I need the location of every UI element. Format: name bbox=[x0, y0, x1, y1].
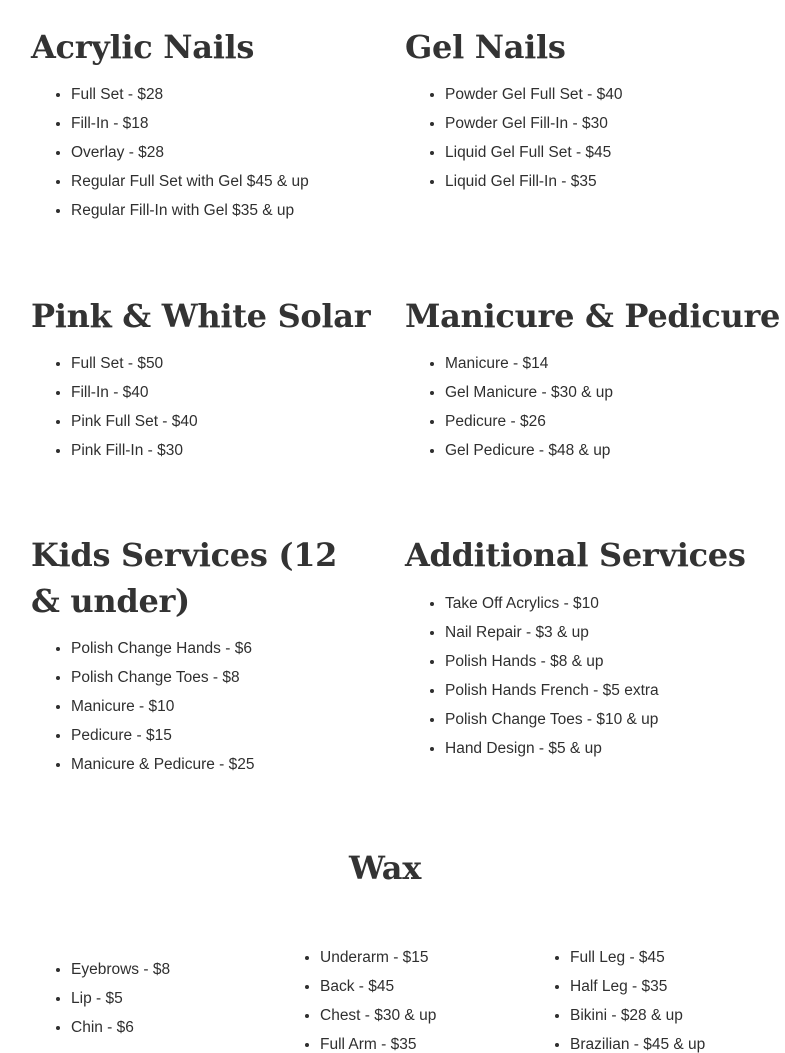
service-list-item: • Take Off Acrylics - $10 bbox=[445, 589, 659, 618]
service-list-item: • Regular Full Set with Gel $45 & up bbox=[71, 167, 309, 196]
service-list-item: • Eyebrows - $8 bbox=[71, 955, 170, 984]
service-list-item: • Pedicure - $15 bbox=[71, 721, 255, 750]
service-list-item: • Polish Hands - $8 & up bbox=[445, 647, 659, 676]
service-list-item: • Hand Design - $5 & up bbox=[445, 734, 659, 763]
service-list-item: • Overlay - $28 bbox=[71, 138, 309, 167]
pink-white-solar-list bbox=[31, 349, 198, 465]
service-list-item: • Bikini - $28 & up bbox=[570, 1001, 705, 1030]
gel-nails-heading: Gel Nails bbox=[405, 28, 566, 66]
service-list-item: • Pedicure - $26 bbox=[445, 407, 613, 436]
service-list-item: • Lip - $5 bbox=[71, 984, 170, 1013]
service-list-item: • Pink Full Set - $40 bbox=[71, 407, 198, 436]
service-list-item: • Nail Repair - $3 & up bbox=[445, 618, 659, 647]
additional-services-list bbox=[405, 589, 659, 763]
service-list-item: • Manicure - $14 bbox=[445, 349, 613, 378]
service-list-item: • Manicure & Pedicure - $25 bbox=[71, 750, 255, 779]
service-list-item: • Regular Fill-In with Gel $35 & up bbox=[71, 196, 309, 225]
service-list-item: • Polish Change Hands - $6 bbox=[71, 634, 255, 663]
acrylic-nails-heading: Acrylic Nails bbox=[31, 28, 255, 66]
service-list-item: • Brazilian - $45 & up bbox=[570, 1030, 705, 1053]
additional-services-heading: Additional Services bbox=[405, 536, 746, 574]
service-list-item: • Gel Pedicure - $48 & up bbox=[445, 436, 613, 465]
service-list-item: • Full Set - $50 bbox=[71, 349, 198, 378]
wax-list-column-3 bbox=[530, 943, 705, 1053]
service-list-item: • Powder Gel Fill-In - $30 bbox=[445, 109, 622, 138]
service-list-item: • Fill-In - $18 bbox=[71, 109, 309, 138]
kids-services-list bbox=[31, 634, 255, 779]
wax-list-column-2 bbox=[280, 943, 436, 1053]
kids-services-heading: Kids Services (12 & under) bbox=[31, 536, 338, 620]
service-list-item: • Full Leg - $45 bbox=[570, 943, 705, 972]
gel-nails-list bbox=[405, 80, 622, 196]
service-list-item: • Fill-In - $40 bbox=[71, 378, 198, 407]
service-list-item: • Polish Change Toes - $8 bbox=[71, 663, 255, 692]
service-list-item: • Full Arm - $35 bbox=[320, 1030, 436, 1053]
service-list-item: • Liquid Gel Full Set - $45 bbox=[445, 138, 622, 167]
service-list-item: • Liquid Gel Fill-In - $35 bbox=[445, 167, 622, 196]
wax-list-column-1 bbox=[31, 955, 170, 1042]
service-list-item: • Chest - $30 & up bbox=[320, 1001, 436, 1030]
service-list-item: • Half Leg - $35 bbox=[570, 972, 705, 1001]
service-list-item: • Gel Manicure - $30 & up bbox=[445, 378, 613, 407]
service-list-item: • Pink Fill-In - $30 bbox=[71, 436, 198, 465]
service-list-item: • Manicure - $10 bbox=[71, 692, 255, 721]
service-list-item: • Powder Gel Full Set - $40 bbox=[445, 80, 622, 109]
service-list-item: • Back - $45 bbox=[320, 972, 436, 1001]
service-list-item: • Underarm - $15 bbox=[320, 943, 436, 972]
service-list-item: • Polish Hands French - $5 extra bbox=[445, 676, 659, 705]
service-list-item: • Full Set - $28 bbox=[71, 80, 309, 109]
manicure-pedicure-heading: Manicure & Pedicure bbox=[405, 297, 781, 335]
service-list-item: • Polish Change Toes - $10 & up bbox=[445, 705, 659, 734]
pink-white-solar-heading: Pink & White Solar bbox=[31, 297, 371, 335]
acrylic-nails-list bbox=[31, 80, 309, 225]
manicure-pedicure-list bbox=[405, 349, 613, 465]
wax-heading: Wax bbox=[348, 849, 422, 887]
service-list-item: • Chin - $6 bbox=[71, 1013, 170, 1042]
